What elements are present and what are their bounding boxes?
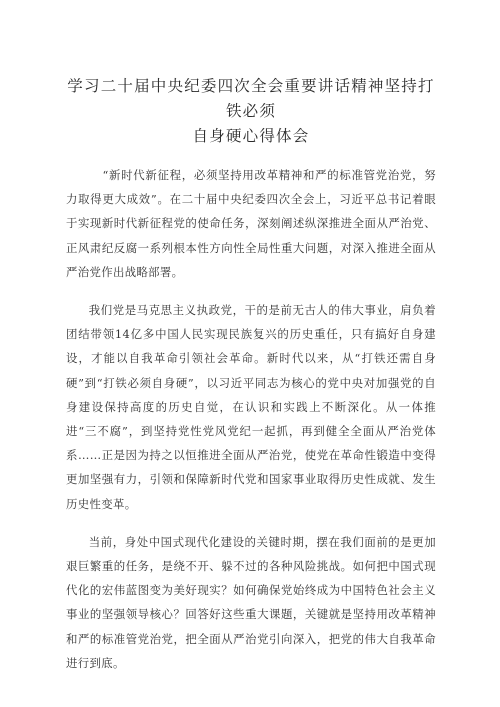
title-line-2: 自身硬心得体会 — [192, 127, 310, 145]
title-line-1: 学习二十届中央纪委四次全会重要讲话精神坚持打铁必须 — [67, 77, 435, 120]
paragraph-2: 我们党是马克思主义执政党，干的是前无古人的伟大事业，肩负着团结带领14亿多中国人民实现民族复兴的历史重任，只有搞好自身建设，才能以自我革命引领社会革命。新时代以来，从“打铁还需自身硬”到“打铁必须自身硬”，以习近平同志为核心的党中央对加强党的自身建设保持高度的历史自觉，在认识和实践上不断深化。从一体推进“三不腐”，到坚持党性党风党纪一起抓，再到健全全面从严治党体系……正是因为持之以恒推进全面从严治党，使党在革命性锻造中变得更加坚强有力，引领和保障新时代党和国家事业取得历史性成就、发生历史性变革。 — [66, 303, 436, 511]
paragraph-1: “新时代新征程，必须坚持用改革精神和严的标准管党治党，努力取得更大成效”。在二十届中央纪委四次全会上，习近平总书记着眼于实现新时代新征程党的使命任务，深刻阐述纵深推进全面从严治党、正风肃纪反腐一系列根本性方向性全局性重大问题，对深入推进全面从严治党作出战略部署。 — [66, 168, 436, 279]
paragraph-3: 当前，身处中国式现代化建设的关键时期，摆在我们面前的是更加艰巨繁重的任务，是绕不开、躲不过的各种风险挑战。如何把中国式现代化的宏伟蓝图变为美好现实？如何确保党始终成为中国特色社会主义事业的坚强领导核心？回答好这些重大课题，关键就是坚持用改革精神和严的标准管党治党，把全面从严治党引向深入，把党的伟大自我革命进行到底。 — [66, 534, 436, 670]
document-title — [66, 74, 436, 149]
